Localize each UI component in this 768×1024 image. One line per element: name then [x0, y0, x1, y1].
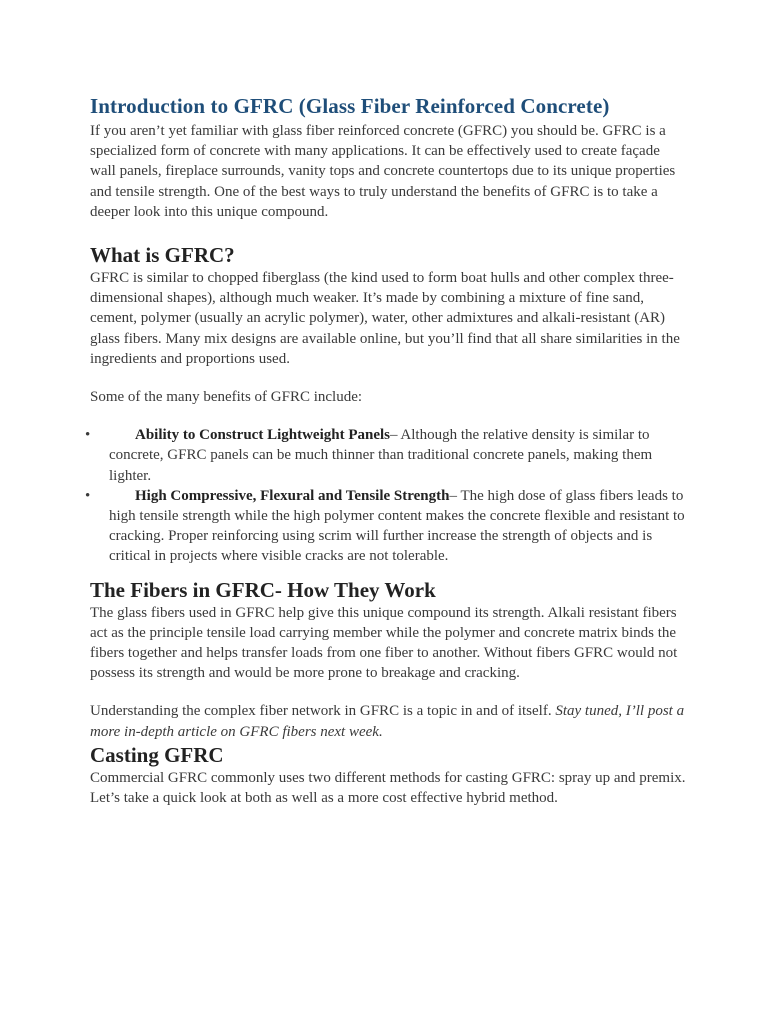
- fibers-followup-paragraph: [90, 701, 686, 741]
- what-is-gfrc-heading: What is GFRC?: [90, 243, 235, 268]
- bullet-icon: •: [85, 427, 91, 444]
- benefits-list: [85, 425, 686, 566]
- benefit-title: Ability to Construct Lightweight Panels: [135, 427, 390, 444]
- document-title: Introduction to GFRC (Glass Fiber Reinforced Concrete): [90, 94, 610, 118]
- benefits-intro: Some of the many benefits of GFRC include:: [90, 389, 363, 406]
- benefit-text: – Although the relative density is similar to concrete, GFRC panels can be much thinner than traditional concrete panels, making them lighter.: [109, 427, 653, 484]
- bullet-icon: •: [85, 487, 91, 504]
- fibers-paragraph: The glass fibers used in GFRC help give this unique compound its strength. Alkali resistant fibers act as the principle tensile load carrying member while the polymer and concrete matrix binds the fibers together and helps transfer loads from one fiber to another. Without fibers GFRC would not possess its strength and would be more prone to breakage and cracking.: [90, 604, 678, 682]
- what-is-gfrc-paragraph: GFRC is similar to chopped fiberglass (the kind used to form boat hulls and other complex three-dimensional shapes), although much weaker. It’s made by combining a mixture of fine sand, cement, polymer (usually an acrylic polymer), water, other admixtures and alkali-resistant (AR) glass fibers. Many mix designs are available online, but you’ll find that all share similarities in the ingredients and proportions used.: [90, 270, 680, 367]
- fibers-heading: The Fibers in GFRC- How They Work: [90, 577, 436, 602]
- fibers-followup-italic: Stay tuned, I’ll post a more in-depth article on GFRC fibers next week.: [90, 703, 685, 740]
- list-item: [85, 486, 686, 567]
- intro-paragraph: If you aren’t yet familiar with glass fiber reinforced concrete (GFRC) you should be. GFRC is a specialized form of concrete with many applications. It can be effectively used to create façade wall panels, fireplace surrounds, vanity tops and concrete countertops due to its unique properties and tensile strength. One of the best ways to truly understand the benefits of GFRC is to take a deeper look into this unique compound.: [90, 123, 676, 220]
- benefit-title: High Compressive, Flexural and Tensile Strength: [135, 487, 450, 504]
- benefit-text: – The high dose of glass fibers leads to high tensile strength while the high polymer content makes the concrete flexible and resistant to cracking. Proper reinforcing using scrim will further increase the strength of objects and is critical in projects where visible cracks are not tolerable.: [109, 487, 685, 565]
- casting-paragraph: Commercial GFRC commonly uses two different methods for casting GFRC: spray up and premix. Let’s take a quick look at both as well as a more cost effective hybrid method.: [90, 769, 686, 807]
- list-item: [85, 425, 686, 486]
- document-page: [85, 93, 686, 808]
- fibers-followup-text: Understanding the complex fiber network in GFRC is a topic in and of itself.: [90, 703, 556, 720]
- casting-heading: Casting GFRC: [90, 742, 224, 767]
